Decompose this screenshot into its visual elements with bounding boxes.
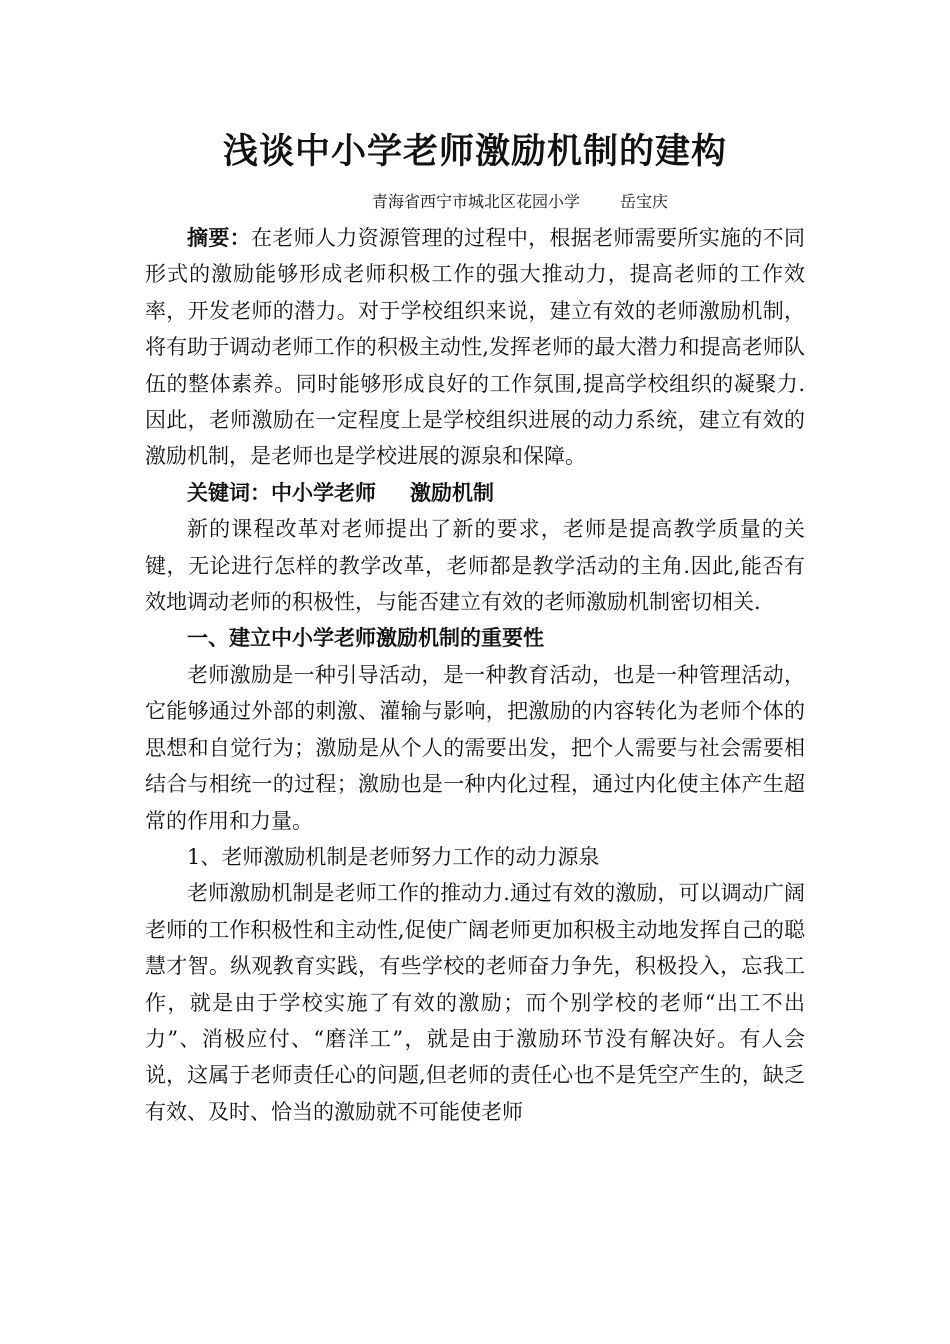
keyword-2: 激励机制 — [410, 480, 494, 505]
document-title: 浅谈中小学老师激励机制的建构 — [222, 132, 727, 172]
keywords-label: 关键词： — [187, 480, 271, 505]
abstract-paragraph — [145, 220, 805, 475]
intro-paragraph: 新的课程改革对老师提出了新的要求，老师是提高教学质量的关键，无论进行怎样的教学改革，老师都是教学活动的主角.因此,能否有效地调动老师的积极性，与能否建立有效的老师激励机制密切相关. — [145, 517, 805, 615]
keyword-1: 中小学老师 — [271, 480, 376, 505]
author-name: 岳宝庆 — [620, 192, 669, 211]
abstract-text: 在老师人力资源管理的过程中，根据老师需要所实施的不同形式的激励能够形成老师积极工作的强大推动力，提高老师的工作效率，开发老师的潜力。对于学校组织来说，建立有效的老师激励机制，将有助于调动老师工作的积极主动性,发挥老师的最大潜力和提高老师队伍的整体素养。同时能够形成良好的工作氛围,提高学校组织的凝聚力.因此，老师激励在一定程度上是学校组织进展的动力系统，建立有效的激励机制，是老师也是学校进展的源泉和保障。 — [145, 226, 806, 469]
section-1-paragraph: 老师激励是一种引导活动，是一种教育活动，也是一种管理活动，它能够通过外部的刺激、灌输与影响，把激励的内容转化为老师个体的思想和自觉行为；激励是从个人的需要出发，把个人需要与社会需要相结合与相统一的过程；激励也是一种内化过程，通过内化使主体产生超常的作用和力量。 — [145, 662, 805, 833]
subsection-1-heading: 1、老师激励机制是老师努力工作的动力源泉 — [187, 844, 600, 869]
author-line — [235, 190, 805, 214]
keywords-line — [145, 475, 805, 511]
section-1-heading: 一、建立中小学老师激励机制的重要性 — [187, 626, 544, 651]
document-page — [145, 120, 805, 1130]
abstract-label: 摘要： — [187, 226, 251, 250]
author-affiliation: 青海省西宁市城北区花园小学 — [371, 192, 580, 211]
subsection-1-paragraph: 老师激励机制是老师工作的推动力.通过有效的激励，可以调动广阔老师的工作积极性和主动性,促使广阔老师更加积极主动地发挥自己的聪慧才智。纵观教育实践，有些学校的老师奋力争先，积极投入，忘我工作，就是由于学校实施了有效的激励；而个别学校的老师“出工不出力”、消极应付、“磨洋工”，就是由于激励环节没有解决好。有人会说，这属于老师责任心的问题,但老师的责任心也不是凭空产生的，缺乏有效、及时、恰当的激励就不可能使老师 — [145, 881, 805, 1124]
